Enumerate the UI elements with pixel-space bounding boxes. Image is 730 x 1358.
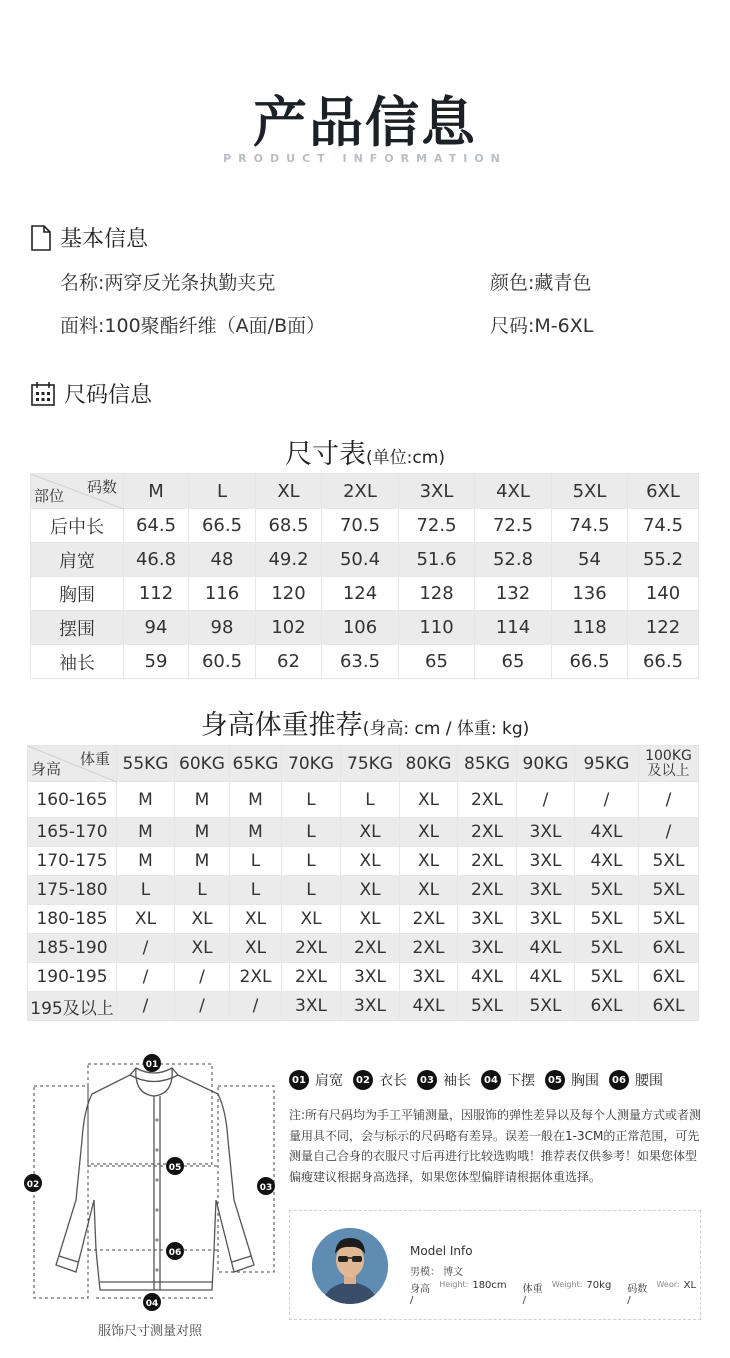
- table-cell: 59: [124, 645, 189, 679]
- table-cell: 5XL: [575, 934, 639, 963]
- table-row: [28, 818, 699, 847]
- column-header: M: [124, 474, 189, 509]
- measurement-legend: [289, 1070, 673, 1090]
- table-cell: 5XL: [639, 876, 699, 905]
- table-cell: 2XL: [230, 963, 282, 992]
- table-cell: 66.5: [552, 645, 628, 679]
- table-cell: 5XL: [575, 876, 639, 905]
- table-cell: 3XL: [458, 905, 517, 934]
- table-cell: /: [117, 963, 175, 992]
- size-info-title: 尺码信息: [64, 383, 153, 408]
- model-stats: [410, 1280, 700, 1306]
- column-header: 2XL: [322, 474, 399, 509]
- legend-number: 05: [545, 1070, 565, 1090]
- table-cell: 54: [552, 543, 628, 577]
- model-portrait-image: [312, 1228, 388, 1304]
- legend-number: 04: [481, 1070, 501, 1090]
- table-cell: /: [517, 782, 575, 818]
- size-label: 码数 /: [627, 1284, 648, 1306]
- row-label: 摆围: [31, 611, 124, 645]
- corner-bottom-label: 身高: [31, 760, 62, 778]
- table-row: [28, 847, 699, 876]
- column-header: L: [189, 474, 256, 509]
- table-cell: XL: [341, 818, 400, 847]
- table-cell: 3XL: [341, 992, 400, 1021]
- row-label: 180-185: [28, 905, 117, 934]
- table-cell: 140: [628, 577, 699, 611]
- calendar-icon: [30, 381, 56, 407]
- table-cell: 72.5: [399, 509, 475, 543]
- table-cell: L: [117, 876, 175, 905]
- legend-item: [289, 1070, 343, 1090]
- table-cell: 46.8: [124, 543, 189, 577]
- table-cell: 6XL: [639, 992, 699, 1021]
- size-table-corner-cell: [31, 474, 124, 509]
- table-cell: M: [175, 818, 230, 847]
- table-cell: L: [282, 847, 341, 876]
- table-row: [28, 934, 699, 963]
- table-cell: XL: [175, 934, 230, 963]
- table-cell: 3XL: [517, 905, 575, 934]
- rec-table-title: [0, 703, 730, 742]
- legend-item: [417, 1070, 471, 1090]
- table-cell: M: [175, 782, 230, 818]
- row-label: 胸围: [31, 577, 124, 611]
- table-cell: XL: [117, 905, 175, 934]
- column-header: 70KG: [282, 746, 341, 782]
- table-cell: 116: [189, 577, 256, 611]
- rec-table-title-text: 身高体重推荐: [200, 710, 363, 741]
- table-cell: 48: [189, 543, 256, 577]
- page-subtitle: PRODUCT INFORMATION: [223, 152, 507, 165]
- table-cell: 98: [189, 611, 256, 645]
- table-cell: 132: [475, 577, 552, 611]
- model-info-box: [289, 1210, 701, 1320]
- table-cell: /: [639, 818, 699, 847]
- marker-05: 05: [168, 1163, 182, 1173]
- table-cell: 65: [399, 645, 475, 679]
- table-cell: L: [230, 847, 282, 876]
- table-row: [28, 782, 699, 818]
- table-cell: M: [117, 847, 175, 876]
- rec-table-unit: (身高: cm / 体重: kg): [362, 719, 530, 739]
- height-label: 身高 /: [410, 1284, 430, 1306]
- table-row: [28, 963, 699, 992]
- row-label: 195及以上: [28, 992, 117, 1021]
- table-cell: 62: [256, 645, 322, 679]
- column-header: 5XL: [552, 474, 628, 509]
- corner-top-label: 体重: [79, 750, 110, 768]
- legend-number: 02: [353, 1070, 373, 1090]
- column-header: XL: [256, 474, 322, 509]
- table-cell: 49.2: [256, 543, 322, 577]
- table-cell: XL: [400, 847, 458, 876]
- size-value: XL: [683, 1280, 697, 1291]
- product-color: 颜色:藏青色: [490, 272, 592, 294]
- marker-02: 02: [26, 1180, 40, 1190]
- table-cell: 2XL: [341, 934, 400, 963]
- weight-label: 体重 /: [522, 1284, 543, 1306]
- size-info-heading: [30, 378, 152, 409]
- legend-number: 06: [609, 1070, 629, 1090]
- height-label-en: Height:: [439, 1280, 469, 1289]
- table-cell: L: [175, 876, 230, 905]
- row-label: 后中长: [31, 509, 124, 543]
- row-label: 185-190: [28, 934, 117, 963]
- legend-label: 下摆: [507, 1073, 535, 1089]
- legend-number: 03: [417, 1070, 437, 1090]
- table-cell: L: [282, 818, 341, 847]
- row-label: 170-175: [28, 847, 117, 876]
- table-cell: L: [230, 876, 282, 905]
- table-cell: 5XL: [575, 963, 639, 992]
- table-cell: 136: [552, 577, 628, 611]
- legend-label: 腰围: [635, 1073, 663, 1089]
- corner-bottom-label: 部位: [34, 487, 65, 505]
- table-cell: 2XL: [458, 782, 517, 818]
- product-size-range: 尺码:M-6XL: [490, 315, 594, 337]
- column-header: 65KG: [230, 746, 282, 782]
- weight-label-en: Weight:: [551, 1280, 583, 1289]
- table-cell: 122: [628, 611, 699, 645]
- legend-item: [545, 1070, 599, 1090]
- size-table: [30, 473, 699, 679]
- table-cell: XL: [230, 905, 282, 934]
- table-cell: 65: [475, 645, 552, 679]
- table-cell: M: [175, 847, 230, 876]
- rec-table-body: [28, 782, 699, 1021]
- row-label: 165-170: [28, 818, 117, 847]
- table-row: [28, 992, 699, 1021]
- size-table-header-row: [31, 474, 699, 509]
- table-row: [31, 577, 699, 611]
- table-cell: 5XL: [517, 992, 575, 1021]
- table-cell: 2XL: [282, 963, 341, 992]
- table-cell: 2XL: [458, 818, 517, 847]
- document-icon: [30, 225, 52, 251]
- table-cell: 4XL: [575, 818, 639, 847]
- table-cell: XL: [341, 847, 400, 876]
- table-row: [28, 876, 699, 905]
- table-cell: 3XL: [517, 847, 575, 876]
- rec-table-header-row: [28, 746, 699, 782]
- table-cell: /: [230, 992, 282, 1021]
- table-cell: 2XL: [282, 934, 341, 963]
- model-info-title: Model Info: [410, 1244, 473, 1258]
- table-cell: XL: [341, 876, 400, 905]
- table-cell: L: [341, 782, 400, 818]
- column-header: 4XL: [475, 474, 552, 509]
- table-cell: 2XL: [458, 876, 517, 905]
- table-cell: 106: [322, 611, 399, 645]
- table-cell: 72.5: [475, 509, 552, 543]
- table-cell: 4XL: [400, 992, 458, 1021]
- size-label-en: Weor:: [656, 1280, 680, 1289]
- marker-03: 03: [259, 1183, 273, 1193]
- table-cell: /: [639, 782, 699, 818]
- recommendation-table: [27, 745, 699, 1021]
- basic-info-heading: [30, 222, 148, 253]
- table-cell: 3XL: [517, 876, 575, 905]
- table-cell: 112: [124, 577, 189, 611]
- legend-label: 袖长: [443, 1073, 471, 1089]
- column-header: 60KG: [175, 746, 230, 782]
- size-table-title-text: 尺寸表: [285, 439, 367, 470]
- row-label: 160-165: [28, 782, 117, 818]
- table-cell: 3XL: [400, 963, 458, 992]
- table-cell: 63.5: [322, 645, 399, 679]
- diagram-caption: 服饰尺寸测量对照: [97, 1324, 202, 1339]
- table-row: [31, 611, 699, 645]
- table-cell: 110: [399, 611, 475, 645]
- marker-04: 04: [145, 1299, 159, 1309]
- table-cell: 5XL: [575, 905, 639, 934]
- column-header: 55KG: [117, 746, 175, 782]
- table-cell: 124: [322, 577, 399, 611]
- table-cell: 120: [256, 577, 322, 611]
- legend-item: [609, 1070, 663, 1090]
- table-cell: 128: [399, 577, 475, 611]
- table-cell: 2XL: [400, 905, 458, 934]
- row-label: 肩宽: [31, 543, 124, 577]
- column-header-line: 及以上: [647, 762, 690, 779]
- table-cell: M: [230, 782, 282, 818]
- table-cell: 6XL: [575, 992, 639, 1021]
- table-cell: 50.4: [322, 543, 399, 577]
- table-cell: M: [117, 818, 175, 847]
- legend-number: 01: [289, 1070, 309, 1090]
- table-cell: /: [575, 782, 639, 818]
- table-cell: 3XL: [517, 818, 575, 847]
- table-cell: 64.5: [124, 509, 189, 543]
- table-cell: 4XL: [517, 934, 575, 963]
- table-row: [31, 645, 699, 679]
- table-cell: 6XL: [639, 963, 699, 992]
- table-cell: 3XL: [458, 934, 517, 963]
- table-cell: 94: [124, 611, 189, 645]
- column-header: 6XL: [628, 474, 699, 509]
- size-table-title: [0, 432, 730, 471]
- product-fabric: 面料:100聚酯纤维（A面/B面）: [60, 315, 326, 337]
- table-cell: XL: [282, 905, 341, 934]
- table-cell: 51.6: [399, 543, 475, 577]
- table-cell: M: [230, 818, 282, 847]
- table-cell: 74.5: [552, 509, 628, 543]
- jacket-measurement-diagram: [22, 1050, 287, 1320]
- legend-item: [353, 1070, 407, 1090]
- corner-top-label: 码数: [86, 478, 117, 496]
- table-cell: XL: [175, 905, 230, 934]
- table-row: [31, 509, 699, 543]
- table-cell: 55.2: [628, 543, 699, 577]
- table-cell: 4XL: [575, 847, 639, 876]
- table-cell: L: [282, 782, 341, 818]
- column-header: 90KG: [517, 746, 575, 782]
- basic-info-title: 基本信息: [60, 227, 149, 252]
- table-cell: XL: [400, 818, 458, 847]
- table-cell: 68.5: [256, 509, 322, 543]
- height-value: 180cm: [472, 1280, 507, 1291]
- table-cell: 52.8: [475, 543, 552, 577]
- table-cell: 3XL: [282, 992, 341, 1021]
- table-row: [28, 905, 699, 934]
- table-cell: M: [117, 782, 175, 818]
- table-cell: 5XL: [458, 992, 517, 1021]
- size-table-unit: (单位:cm): [366, 448, 445, 468]
- column-header: 95KG: [575, 746, 639, 782]
- legend-item: [481, 1070, 535, 1090]
- table-cell: 66.5: [189, 509, 256, 543]
- table-cell: 5XL: [639, 905, 699, 934]
- table-cell: 6XL: [639, 934, 699, 963]
- table-cell: 60.5: [189, 645, 256, 679]
- column-header: 85KG: [458, 746, 517, 782]
- column-header: 80KG: [400, 746, 458, 782]
- table-cell: XL: [230, 934, 282, 963]
- table-cell: L: [282, 876, 341, 905]
- column-header: 75KG: [341, 746, 400, 782]
- table-cell: 102: [256, 611, 322, 645]
- table-cell: XL: [341, 905, 400, 934]
- table-cell: /: [175, 963, 230, 992]
- table-cell: 66.5: [628, 645, 699, 679]
- table-cell: /: [117, 934, 175, 963]
- row-label: 袖长: [31, 645, 124, 679]
- legend-label: 肩宽: [315, 1073, 343, 1089]
- weight-value: 70kg: [586, 1280, 612, 1291]
- table-cell: 118: [552, 611, 628, 645]
- measurement-note: 注:所有尺码均为手工平铺测量，因服饰的弹性差异以及每个人测量方式或者测量用具不同，会与标示的尺码略有差异。误差一般在1-3CM的正常范围，可先测量自己合身的衣服尺寸后再进行比较选购哦！推荐表仅供参考！如果您体型偏瘦建议根据身高选择，如果您体型偏胖请根据体重选择。: [289, 1108, 702, 1184]
- model-avatar: [312, 1228, 388, 1304]
- table-cell: 2XL: [400, 934, 458, 963]
- row-label: 190-195: [28, 963, 117, 992]
- table-cell: /: [117, 992, 175, 1021]
- table-cell: 4XL: [458, 963, 517, 992]
- table-cell: 2XL: [458, 847, 517, 876]
- table-cell: XL: [400, 876, 458, 905]
- table-cell: 5XL: [639, 847, 699, 876]
- table-cell: 4XL: [517, 963, 575, 992]
- table-cell: 74.5: [628, 509, 699, 543]
- table-cell: 3XL: [341, 963, 400, 992]
- column-header-line: 100KG: [645, 747, 692, 764]
- rec-table-corner-cell: [28, 746, 117, 782]
- model-name: 男模： 博文: [410, 1267, 464, 1278]
- table-cell: 114: [475, 611, 552, 645]
- page-title: 产品信息: [253, 91, 477, 154]
- product-name: 名称:两穿反光条执勤夹克: [60, 272, 276, 294]
- table-cell: /: [175, 992, 230, 1021]
- column-header-last: [639, 746, 699, 782]
- table-row: [31, 543, 699, 577]
- legend-label: 胸围: [571, 1073, 599, 1089]
- legend-label: 衣长: [379, 1073, 407, 1089]
- table-cell: 70.5: [322, 509, 399, 543]
- row-label: 175-180: [28, 876, 117, 905]
- marker-01: 01: [145, 1060, 159, 1070]
- marker-06: 06: [168, 1248, 182, 1258]
- table-cell: XL: [400, 782, 458, 818]
- column-header: 3XL: [399, 474, 475, 509]
